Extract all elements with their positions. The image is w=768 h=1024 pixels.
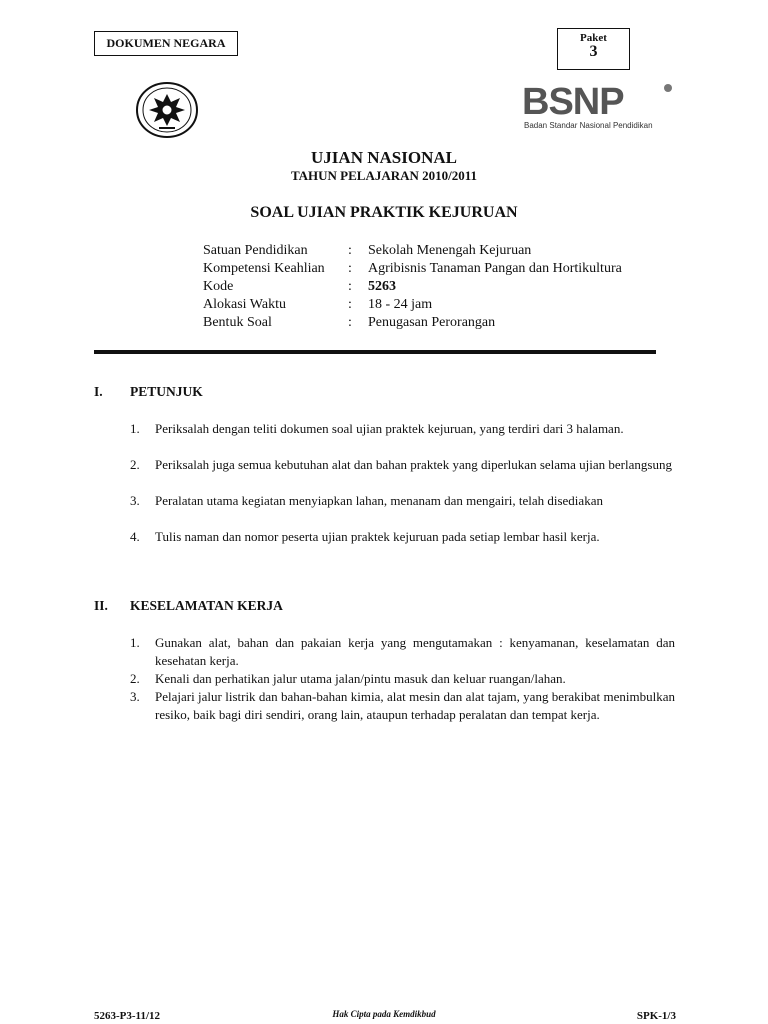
list-item: [130, 420, 675, 438]
section-title: PETUNJUK: [130, 384, 203, 399]
footer-code: 5263-P3-11/12: [94, 1010, 160, 1022]
item-number: 2.: [130, 457, 140, 472]
item-text: Periksalah juga semua kebutuhan alat dan bahan praktek yang diperlukan selama ujian berlangsung: [155, 457, 672, 472]
info-key: Kode: [203, 279, 234, 294]
item-number: 1.: [130, 635, 140, 650]
list-item: [130, 456, 675, 474]
list-item: [130, 634, 675, 669]
item-number: 3.: [130, 689, 140, 704]
item-text: Periksalah dengan teliti dokumen soal ujian praktek kejuruan, yang terdiri dari 3 halaman.: [155, 421, 624, 436]
footer-page-number: SPK-1/3: [636, 1010, 676, 1022]
item-number: 3.: [130, 493, 140, 508]
info-key: Kompetensi Keahlian: [203, 261, 325, 276]
bsnp-logo: [520, 80, 680, 137]
section-number: I.: [94, 384, 103, 399]
document-classification-label: DOKUMEN NEGARA: [94, 31, 238, 56]
info-key: Alokasi Waktu: [203, 297, 286, 312]
info-value: 5263: [368, 279, 396, 294]
list-item: [130, 670, 675, 688]
info-key: Satuan Pendidikan: [203, 243, 308, 258]
info-colon: :: [348, 243, 352, 258]
info-colon: :: [348, 315, 352, 330]
exam-title: SOAL UJIAN PRAKTIK KEJURUAN: [250, 204, 518, 221]
paket-number: 3: [589, 43, 598, 60]
section-title: KESELAMATAN KERJA: [130, 598, 283, 613]
paket-label: Paket: [580, 32, 607, 44]
info-colon: :: [348, 297, 352, 312]
page-title: UJIAN NASIONAL: [311, 148, 457, 167]
item-text: Peralatan utama kegiatan menyiapkan lahan, menanam dan mengairi, telah disediakan: [155, 493, 603, 508]
info-value: 18 - 24 jam: [368, 297, 433, 312]
divider: [94, 350, 656, 354]
item-number: 1.: [130, 421, 140, 436]
info-value: Sekolah Menengah Kejuruan: [368, 243, 532, 258]
info-colon: :: [348, 261, 352, 276]
footer-copyright: Hak Cipta pada Kemdikbud: [332, 1009, 436, 1019]
list-item: [130, 688, 675, 723]
bsnp-caption: Badan Standar Nasional Pendidikan: [524, 121, 653, 130]
bsnp-logo-text: BSNP: [522, 81, 624, 123]
item-number: 2.: [130, 671, 140, 686]
item-number: 4.: [130, 529, 140, 544]
info-value: Agribisnis Tanaman Pangan dan Hortikultura: [368, 261, 622, 276]
tut-wuri-handayani-emblem-icon: [133, 80, 201, 145]
item-text: Kenali dan perhatikan jalur utama jalan/pintu masuk dan keluar ruangan/lahan.: [155, 671, 566, 686]
list-item: [130, 492, 675, 510]
item-text: Tulis naman dan nomor peserta ujian praktek kejuruan pada setiap lembar hasil kerja.: [155, 529, 600, 544]
list-item: [130, 528, 675, 546]
page-subtitle: TAHUN PELAJARAN 2010/2011: [290, 168, 478, 183]
item-text: Gunakan alat, bahan dan pakaian kerja yang mengutamakan : kenyamanan, keselamatan dan kesehatan kerja.: [155, 635, 675, 668]
item-text: Pelajari jalur listrik dan bahan-bahan kimia, alat mesin dan alat tajam, yang berakibat menimbulkan resiko, baik bagi diri sendiri, orang lain, ataupun terhadap peralatan dan tempat kerja.: [155, 689, 675, 722]
info-value: Penugasan Perorangan: [368, 315, 496, 330]
info-colon: :: [348, 279, 352, 294]
section-number: II.: [94, 598, 108, 613]
info-key: Bentuk Soal: [203, 315, 272, 330]
paket-box: [557, 28, 630, 70]
